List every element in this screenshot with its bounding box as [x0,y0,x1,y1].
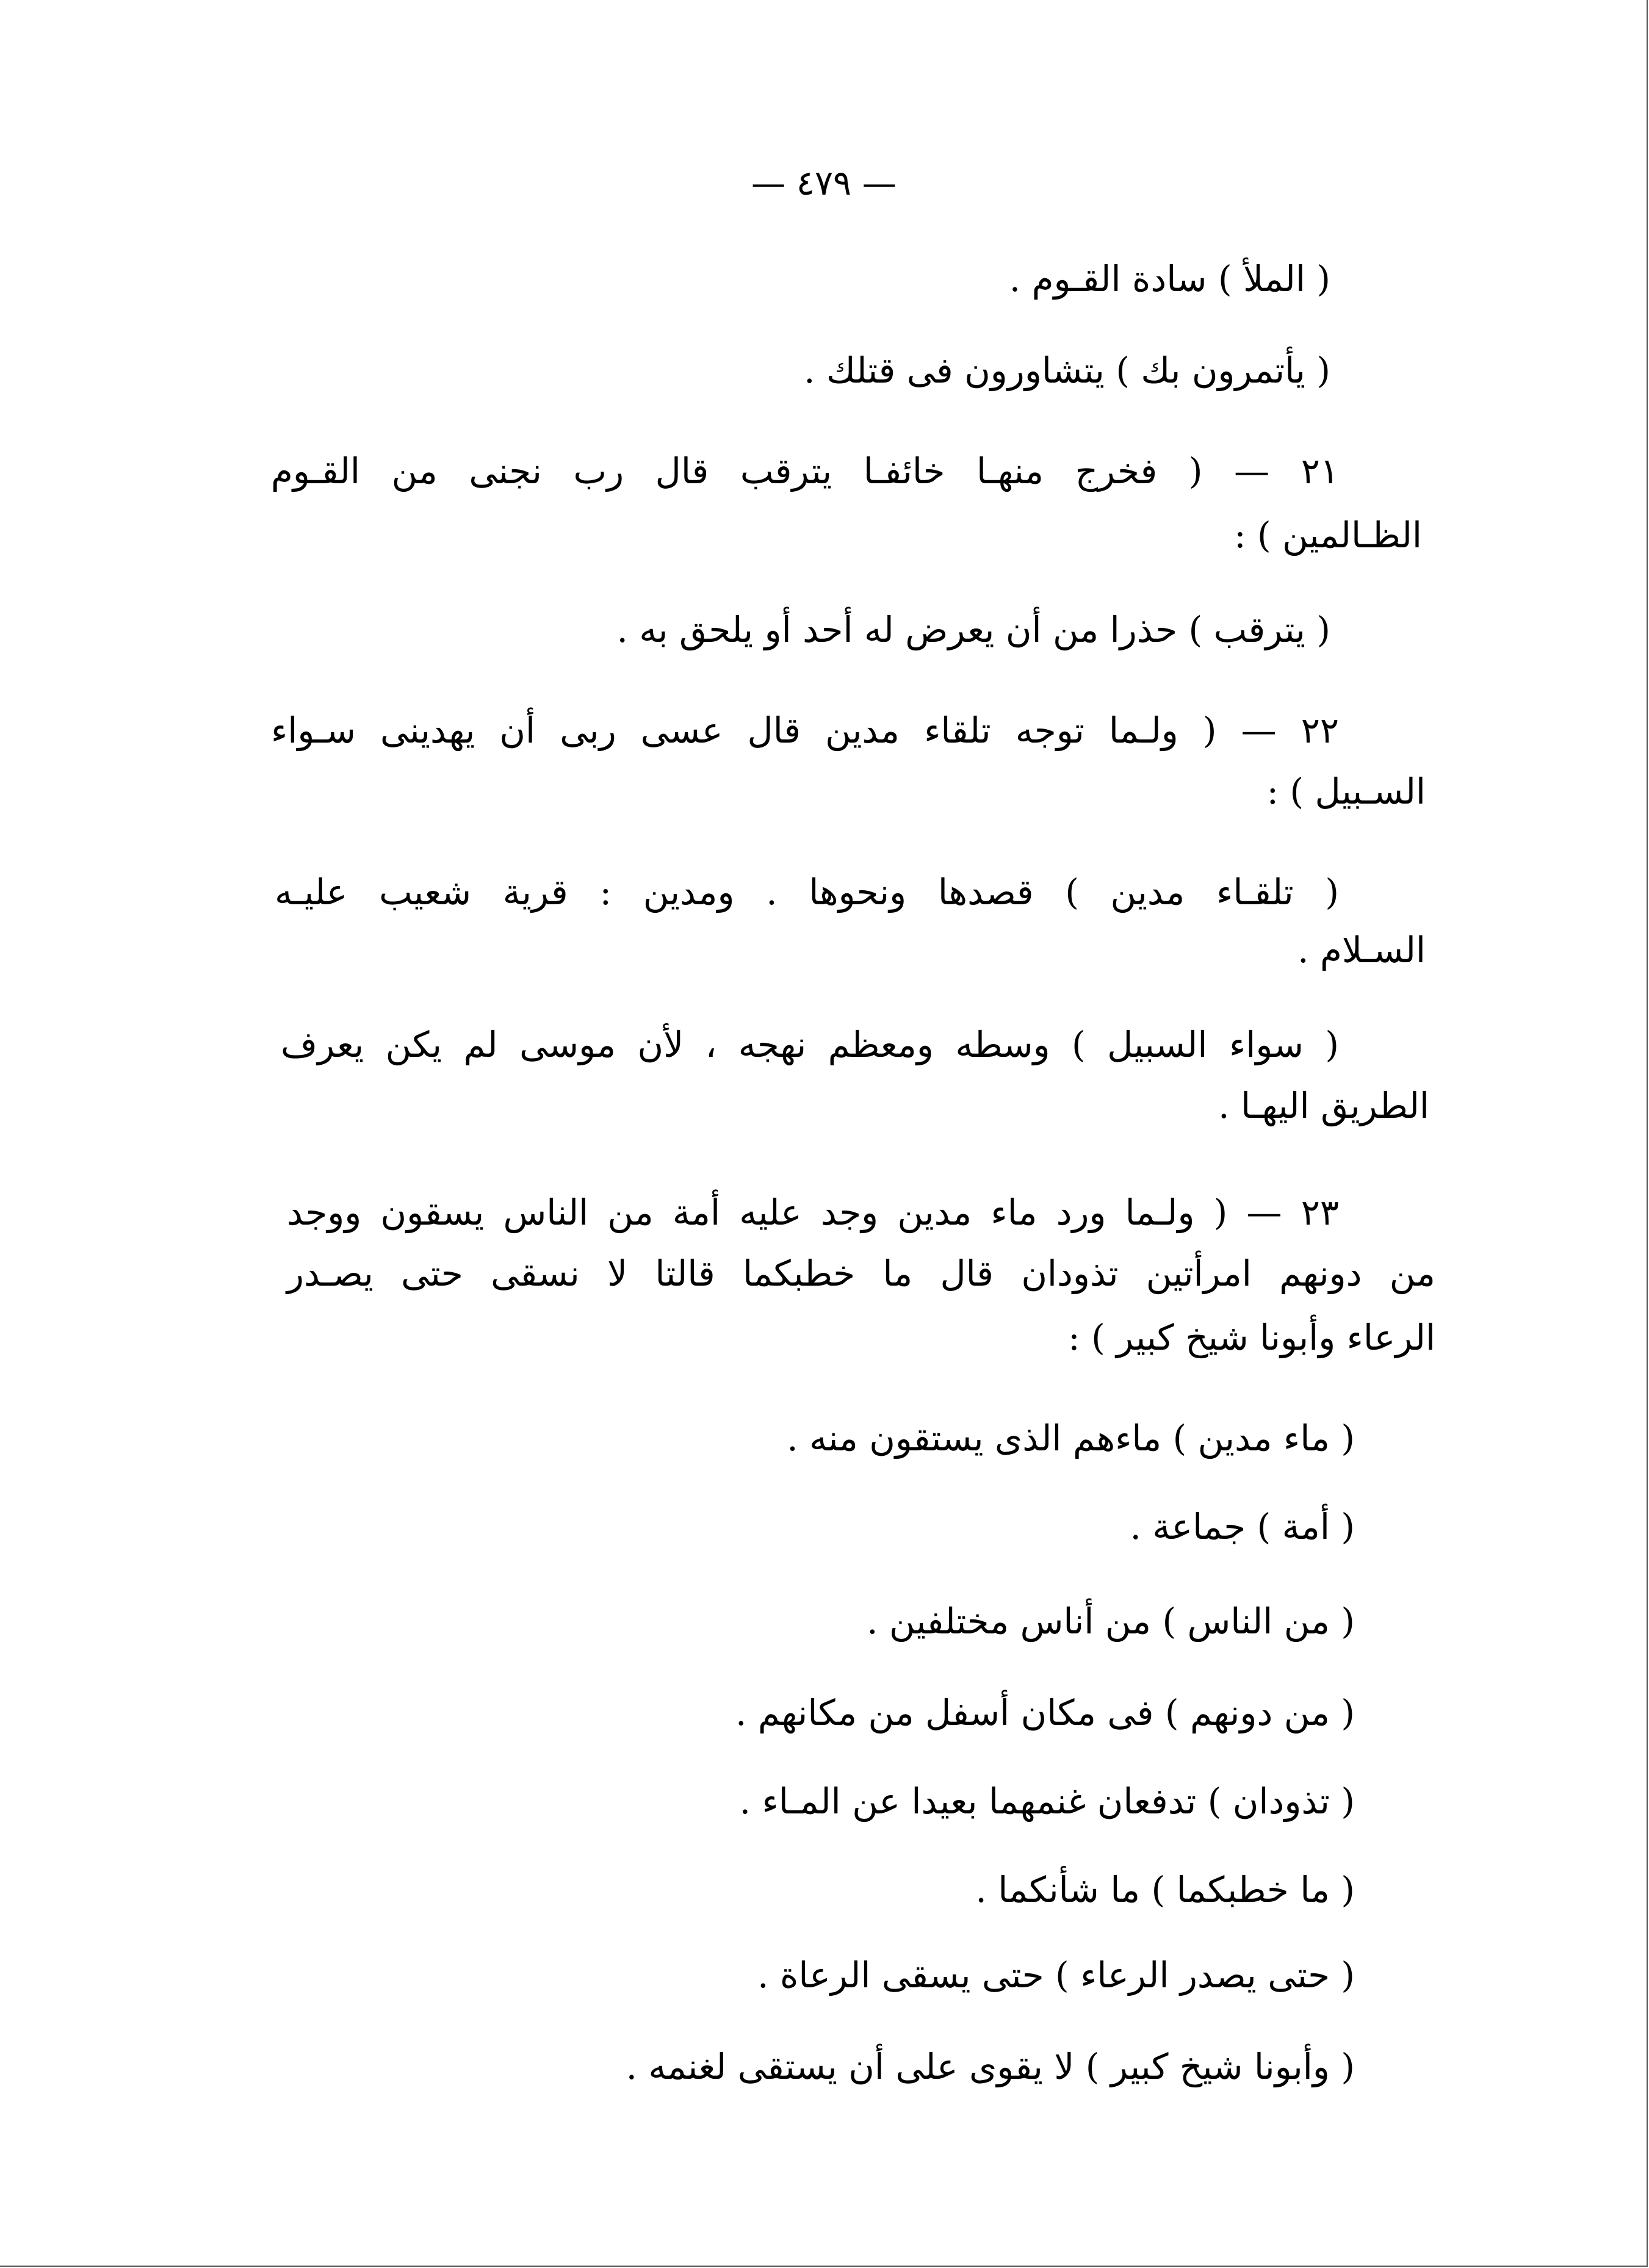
gloss-line: ( وأبونا شيخ كبير ) لا يقوى على أن يستقى لغنمه . [626,2046,1355,2087]
gloss-line: ( تذودان ) تدفعان غنمهما بعيدا عن المـاء . [739,1780,1355,1822]
verse-line-end: الظـالمين ) : [1234,514,1422,556]
gloss-line: ( ماء مدين ) ماءهم الذى يستقون منه . [787,1417,1355,1459]
gloss-line: ( تلقـاء مدين ) قصدها ونحوها . ومدين : قرية شعيب عليـه [275,871,1339,913]
gloss-line: ( من دونهم ) فى مكان أسفل من مكانهم . [735,1692,1355,1733]
verse-line: ٢١ — ( فخرج منهـا خائفـا يترقب قال رب نجنى من القـوم [271,450,1339,492]
gloss-line: ( حتى يصدر الرعاء ) حتى يسقى الرعاة . [757,1954,1355,1996]
gloss-line: ( من الناس ) من أناس مختلفين . [867,1600,1355,1642]
gloss-line: ( يأتمرون بك ) يتشاورون فى قتلك . [804,350,1330,391]
verse-line-end: الرعاء وأبونا شيخ كبير ) : [1068,1317,1435,1358]
gloss-line: ( أمة ) جماعة . [1130,1506,1355,1547]
verse-line: ٢٣ — ( ولـما ورد ماء مدين وجد عليه أمة من الناس يسقون ووجد [287,1192,1339,1233]
gloss-line-end: السـلام . [1297,929,1426,971]
gloss-line: ( الملأ ) سادة القـوم . [1009,258,1330,300]
verse-line: ٢٢ — ( ولـما توجه تلقاء مدين قال عسى ربى أن يهدينى سـواء [271,710,1339,751]
gloss-line: ( ما خطبكما ) ما شأنكما . [975,1869,1355,1910]
page-number: — ٤٧٩ — [751,164,897,203]
verse-line-end: السـبيل ) : [1266,771,1426,812]
verse-line: من دونهم امرأتين تذودان قال ما خطبكما قالتا لا نسقى حتى يصـدر [287,1253,1435,1294]
gloss-line-end: الطريق اليهـا . [1218,1085,1429,1126]
gloss-line: ( يترقب ) حذرا من أن يعرض له أحد أو يلحق به . [616,609,1330,650]
gloss-line: ( سواء السبيل ) وسطه ومعظم نهجه ، لأن موسى لم يكن يعرف [281,1024,1339,1065]
